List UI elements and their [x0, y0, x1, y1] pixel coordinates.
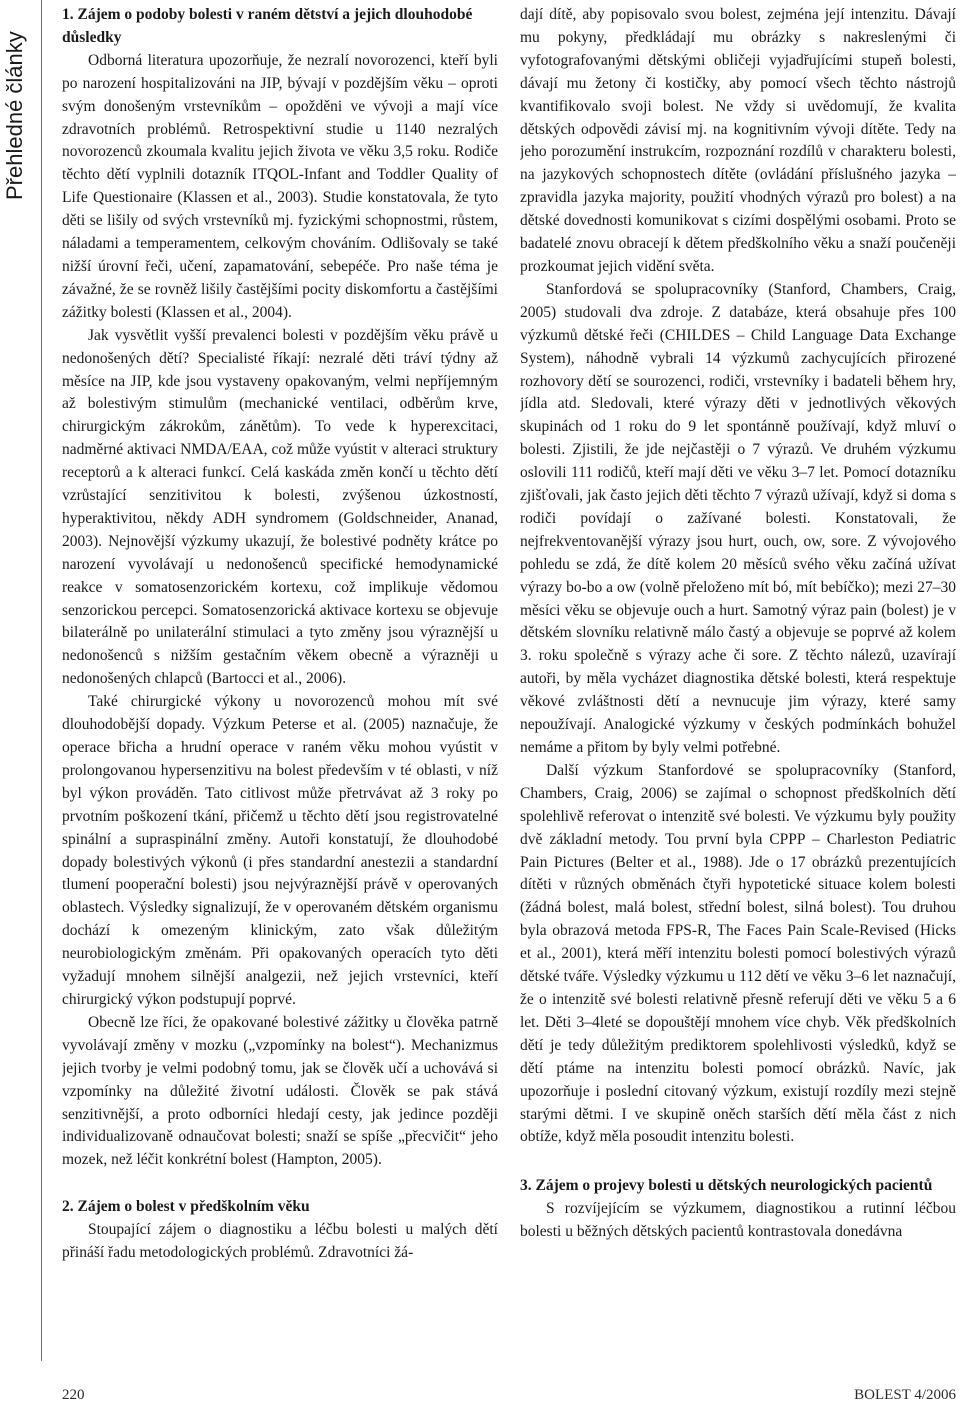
paragraph: S rozvíjejícím se výzkumem, diagnostikou a rutinní léčbou bolesti u běžných dětských pacientů kontrastovala donedávna — [520, 1200, 956, 1241]
paragraph: dají dítě, aby popisovalo svou bolest, zejména její intenzitu. Dávají mu pokyny, předkládají mu obrázky s nakreslenými či vyfotografovanými dětskými obličeji vyjadřujícími stupeň bolesti, dávají mu žetony či kostičky, aby pomocí všech těchto nástrojů kvantifikovalo svoji bolest. Ne vždy si uvědomují, že kvalita dětských odpovědi závisí mj. na kognitivním vývoji dítěte. Tedy na jeho porozumění instrukcím, rozpoznání rozdílů v charakteru bolesti, na jazykových schopnostech dítěte (ovládání příslušného jazyka – zpravidla jazyka majority, použití vhodných výrazů pro bolest) a na dětské dovednosti komunikovat s cizími dospělými osobami. Proto se badatelé znovu obracejí k dětem předškolního věku a snaží poučeněji prozkoumat jejich vidění světa. — [520, 6, 956, 275]
section-side-label-text: Přehledné články — [2, 31, 27, 200]
heading-section-2: 2. Zájem o bolest v předškolním věku — [62, 1198, 310, 1216]
page-number: 220 — [62, 1387, 85, 1403]
right-column — [520, 4, 956, 1344]
paragraph: Jak vysvětlit vyšší prevalenci bolesti v pozdějším věku právě u nedonošených dětí? Specialisté říkají: nezralé děti tráví týdny až měsíce na JIP, kde jsou vystaveny opakovaným, velmi nepříjemným až bolestivým stimulům (mechanické ventilaci, odběrům krve, chirurgickým zákrokům, zánětům). To vede k hyperexcitaci, nadměrné aktivaci NMDA/EAA, což může vyústit v alteraci struktury receptorů a k alteraci funkcí. Celá kaskáda změn končí u těchto dětí vzrůstající senzitivitou k bolesti, zvýšenou úzkostností, hyperaktivitou, někdy ADH syndromem (Goldschneider, Ananad, 2003). Nejnovější výzkumy ukazují, že bolestivé podněty krátce po narození vyvolávají u nedonošenců specifické hemodynamické reakce v somatosenzorickém kortexu, což implikuje vědomou senzorickou percepci. Somatosenzorická aktivace kortexu se objevuje bilaterálně po unilaterální stimulaci a tyto změny jsou výraznější u nedonošenců s nižším gestačním věkem obecně a výrazněji u nedonošených chlapců (Bartocci et al., 2006). — [62, 326, 498, 688]
paragraph: Stanfordová se spolupracovníky (Stanford, Chambers, Craig, 2005) studovali dva zdroje. Z databáze, která obsahuje přes 100 výzkumů dětské řeči (CHILDES – Child Language Data Exchange System), náhodně vybrali 14 výzkumů zachycujících přirozené rozhovory dětí se sourozenci, rodiči, vrstevníky i badateli během hry, jídla atd. Sledovali, které výrazy děti v jednotlivých věkových skupinách od 1 roku do 9 let spontánně používají, když mluví o bolesti. Zjistili, že jde nejčastěji o 7 výrazů. Ve druhém výzkumu oslovili 111 rodičů, kteří mají děti ve věku 3–7 let. Pomocí dotazníku zjišťovali, jak často jejich děti těchto 7 výrazů užívají, když si doma s rodiči povídají o zažívané bolesti. Konstatovali, že nejfrekventovanější výrazy jsou hurt, ouch, ow, sore. Z vývojového pohledu se zdá, že dítě kolem 20 měsíců svého věku začíná užívat výrazy bo-bo a ow (volně přeloženo mít bó, mít bebíčko); mezi 27–30 měsíci věku se objevuje ouch a hurt. Samotný výraz pain (bolest) je v dětském slovníku relativně málo častý a objevuje se poprvé až kolem 3. roku společně s výrazy ache či sore. Z těchto nálezů, uzavírají autoři, by měla vycházet diagnostika dětské bolesti, která respektuje věkové zvláštnosti dětí a nevnucuje jim výrazy, které samy nepoužívají. Analogické výzkumy v českých podmínkách bohužel nemáme a přitom by byly velmi potřebné. — [520, 280, 956, 756]
section-side-label — [2, 2, 28, 202]
vertical-divider — [41, 0, 42, 1361]
journal-issue: BOLEST 4/2006 — [854, 1387, 956, 1403]
paragraph: Stoupající zájem o diagnostiku a léčbu bolesti u malých dětí přináší řadu metodologických problémů. Zdravotníci žá- — [62, 1221, 498, 1262]
paragraph: Další výzkum Stanfordové se spolupracovníky (Stanford, Chambers, Craig, 2006) se zajímal o schopnost předškolních dětí spolehlivě referovat o intenzitě své bolesti. Ve výzkumu byly použity dvě základní metody. Tou první byla CPPP – Charleston Pediatric Pain Pictures (Belter et al., 1988). Jde o 17 obrázků prezentujících dítěti v různých obměnách čtyři hypotetické situace kolem bolesti (žádná bolest, malá bolest, střední bolest, silná bolest). Tou druhou byla obrazová metoda FPS-R, The Faces Pain Scale-Revised (Hicks et al., 2001), která měří intenzitu bolesti pomocí bolestivých výrazů dětské tváře. Výsledky výzkumu u 112 dětí ve věku 3–6 let naznačují, že o intenzitě své bolesti relativně přesně referují děti ve věku 5 a 6 let. Děti 3–4leté se dopouštějí mnohem více chyb. Věk předškolních dětí je tedy důležitým prediktorem spolehlivosti výsledků, když se dětí ptáme na intenzitu bolesti pomocí obrázků. Navíc, jak upozorňuje i poslední citovaný výzkum, existují rozdíly mezi stejně starými dětmi. I ve skupině oněch starších dětí měla část z nich obtíže, když měla posoudit intenzitu bolesti. — [520, 761, 956, 1146]
paragraph: Odborná literatura upozorňuje, že nezralí novorozenci, kteří byli po narození hospitalizováni na JIP, bývají v pozdějším věku – oproti svým donošeným vrstevníkům – opožděni ve vývoji a mají více zdravotních problémů. Retrospektivní studie u 1140 nezralých novorozenců zkoumala kvalitu jejich života ve věku 3,5 roku. Rodiče těchto dětí vyplnili dotazník ITQOL-Infant and Toddler Quality of Life Questionaire (Klassen et al., 2003). Studie konstatovala, že tyto děti se lišily od svých vrstevníků mj. fyzickými schopnostmi, růstem, náladami a temperamentem, celkovým chováním. Odlišovaly se také nižší úrovní řeči, učení, zapamatování, sebepéče. Pro naše téma je závažné, že se rovněž lišily častějšími pocity diskomfortu a častějšími zážitky bolesti (Klassen et al., 2004). — [62, 51, 498, 321]
heading-section-1: 1. Zájem o podoby bolesti v raném dětství a jejich dlouhodobé důsledky — [62, 6, 473, 46]
left-column — [62, 4, 498, 1344]
heading-section-3: 3. Zájem o projevy bolesti u dětských neurologických pacientů — [520, 1177, 933, 1195]
paragraph: Také chirurgické výkony u novorozenců mohou mít své dlouhodobější dopady. Výzkum Peterse et al. (2005) naznačuje, že operace břicha a hrudní operace v raném věku mohou vyústit v prolongovanou hypersenzitivu na bolest především v té oblasti, v níž byl výkon prováděn. Tato citlivost může přetrvávat až 3 roky po prvotním poškození tkání, přičemž u těchto dětí jsou registrovatelné spinální a supraspinální změny. Autoři konstatují, že dlouhodobé dopady bolestivých výkonů (i přes standardní anestezii a standardní tlumení pooperační bolesti) jsou nejvýraznější právě v operovaných oblastech. Výsledky signalizují, že v operovaném dětském organismu dochází k omezeným klinickým, zato však důležitým neurobiologickým změnám. Při opakovaných operacích tyto děti vyžadují mnohem silnější analgezii, než jejich vrstevníci, kteří chirurgický výkon podstupují poprvé. — [62, 693, 498, 1008]
paragraph: Obecně lze říci, že opakované bolestivé zážitky u člověka patrně vyvolávají změny v mozku („vzpomínky na bolest“). Mechanizmus jejich tvorby je velmi podobný tomu, jak se člověk učí a uchovává si vzpomínky na důležité životní události. Člověk se pak stává senzitivnější, a proto odborníci hledají cesty, jak jedince později individualizovaně odnaučovat bolesti; snaží se spíše „přecvičit“ jeho mozek, než léčit konkrétní bolest (Hampton, 2005). — [62, 1013, 498, 1169]
